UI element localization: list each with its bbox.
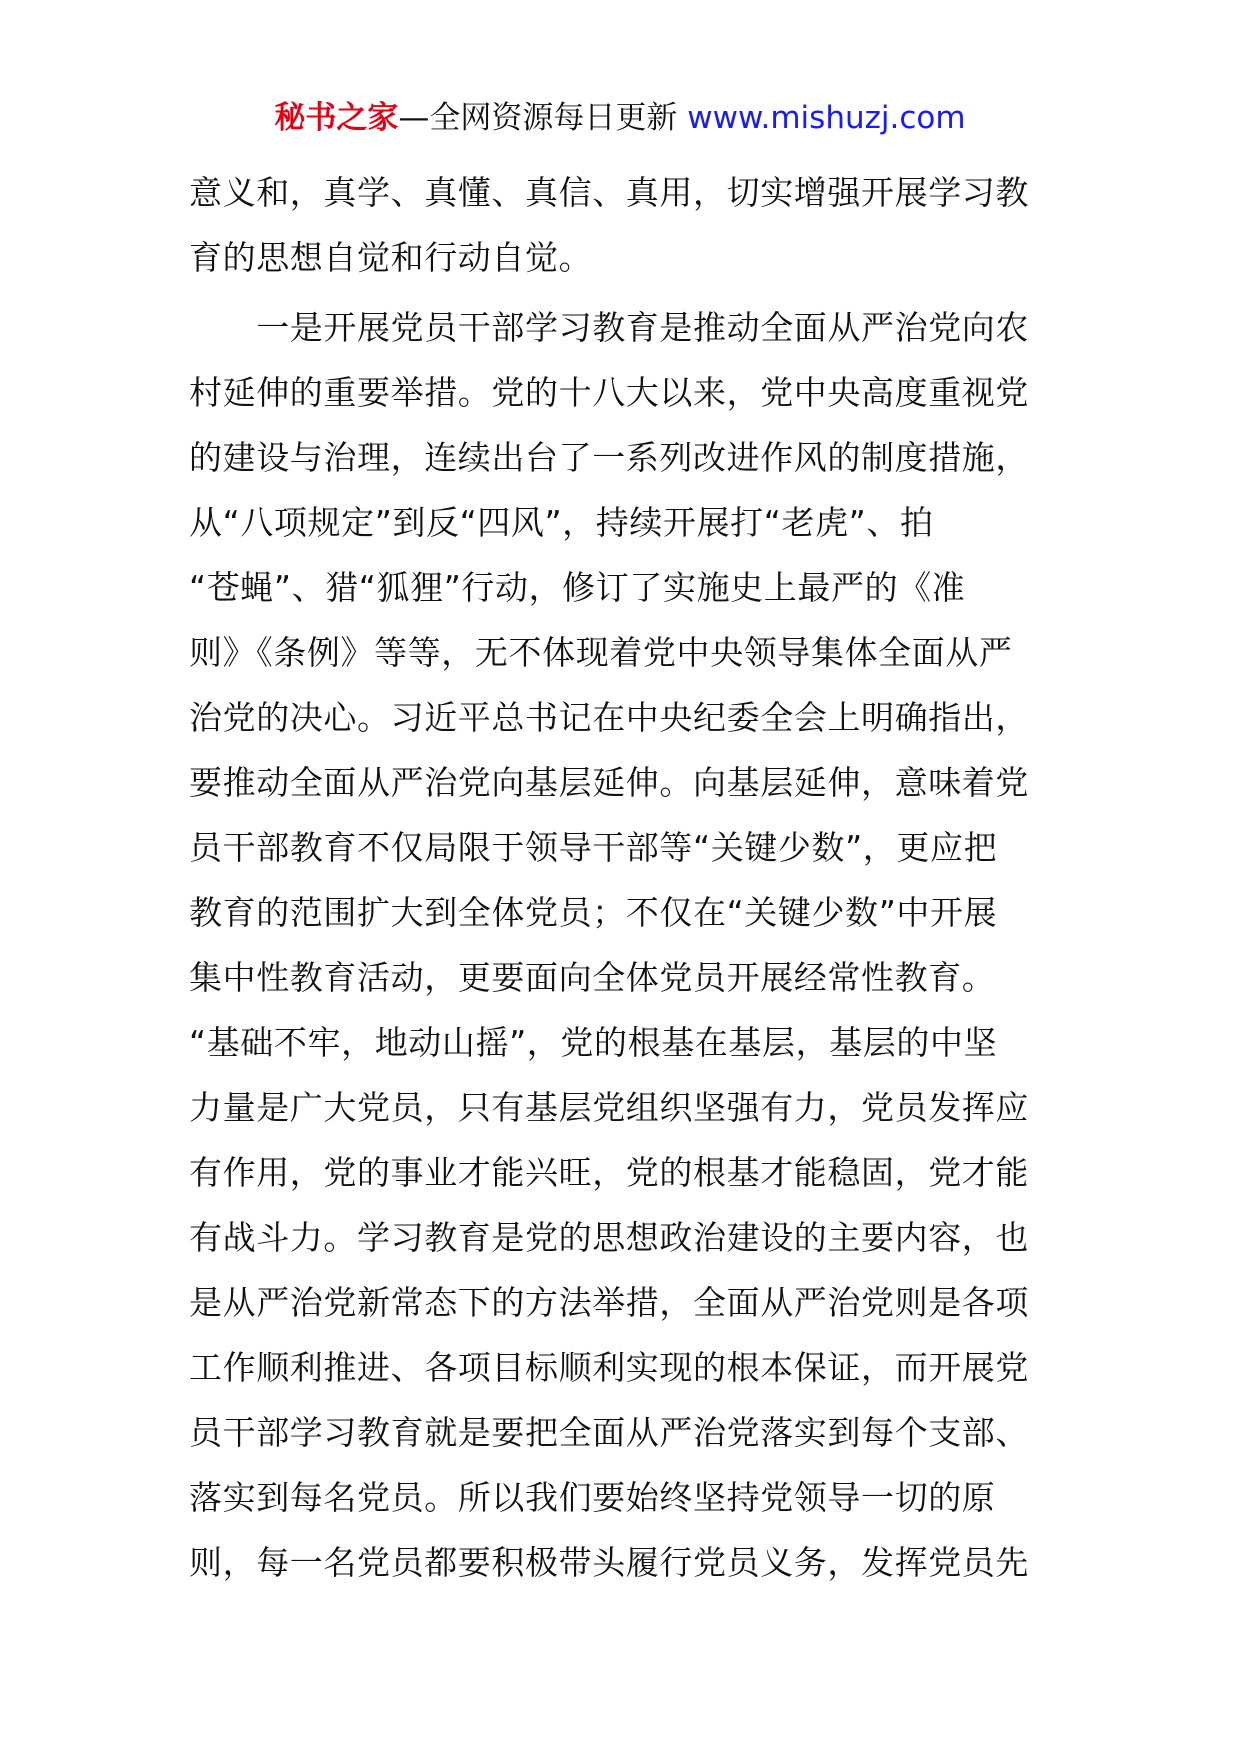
page-header [0,98,1240,138]
text-line: 育的思想自觉和行动自觉。 [189,238,593,277]
text-line: 是从严治党新常态下的方法举措，全面从严治党则是各项 [189,1283,1029,1322]
text-line: 工作顺利推进、各项目标顺利实现的根本保证，而开展党 [189,1348,1029,1387]
text-line: 集中性教育活动，更要面向全体党员开展经常性教育。 [189,958,996,997]
text-line: “基础不牢，地动山摇”，党的根基在基层，基层的中坚 [189,1023,998,1062]
text-line: 从“八项规定”到反“四风”，持续开展打“老虎”、拍 [189,503,934,542]
text-line: 则》《条例》等等，无不体现着党中央领导集体全面从严 [189,633,1013,672]
website-link[interactable]: www.mishuzj.com [687,100,966,136]
text-line: 治党的决心。习近平总书记在中央纪委全会上明确指出， [189,698,1029,737]
text-line: 要推动全面从严治党向基层延伸。向基层延伸，意味着党 [189,763,1029,802]
text-line: “苍蝇”、猎“狐狸”行动，修订了实施史上最严的《准 [189,568,966,607]
text-line: 则，每一名党员都要积极带头履行党员义务，发挥党员先 [189,1543,1029,1582]
text-line: 村延伸的重要举措。党的十八大以来，党中央高度重视党 [189,373,1029,412]
document-body [189,160,1059,1595]
text-line: 力量是广大党员，只有基层党组织坚强有力，党员发挥应 [189,1088,1029,1127]
text-line: 有作用，党的事业才能兴旺，党的根基才能稳固，党才能 [189,1153,1029,1192]
text-line: 一是开展党员干部学习教育是推动全面从严治党向农 [189,308,1029,347]
brand-name: 秘书之家 [274,100,399,136]
text-line: 的建设与治理，连续出台了一系列改进作风的制度措施， [189,438,1029,477]
text-line: 有战斗力。学习教育是党的思想政治建设的主要内容，也 [189,1218,1029,1257]
text-line: 意义和，真学、真懂、真信、真用，切实增强开展学习教 [189,173,1029,212]
text-line: 教育的范围扩大到全体党员；不仅在“关键少数”中开展 [189,893,998,932]
text-line: 员干部学习教育就是要把全面从严治党落实到每个支部、 [189,1413,1029,1452]
header-slogan: —全网资源每日更新 [398,100,688,136]
text-line: 落实到每名党员。所以我们要始终坚持党领导一切的原 [189,1478,996,1517]
text-line: 员干部教育不仅局限于领导干部等“关键少数”，更应把 [189,828,998,867]
